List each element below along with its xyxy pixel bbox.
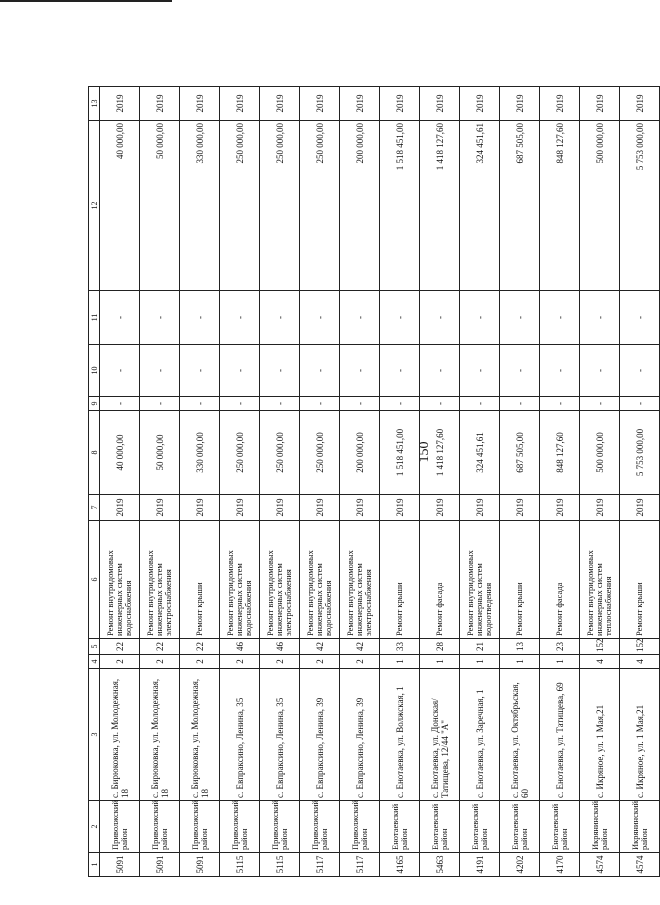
table-cell: - — [580, 397, 620, 411]
table-cell: 330 000,00 — [180, 121, 220, 291]
table-cell: с. Енотаевка, ул. Волжская, 1 — [380, 669, 420, 801]
table-cell: Ремонт внутридомовых инженерных систем водоснабжения — [100, 521, 140, 639]
table-cell: 4191 — [460, 853, 500, 877]
table-cell: Приволжский район — [300, 801, 340, 853]
table-cell: Ремонт внутридомовых инженерных систем водоснабжения — [300, 521, 340, 639]
header-cell: 1 — [89, 853, 100, 877]
table-cell: - — [140, 291, 180, 345]
table-cell: 4574 — [620, 853, 660, 877]
table-cell: 2019 — [100, 87, 140, 121]
header-cell: 3 — [89, 669, 100, 801]
header-cell: 4 — [89, 655, 100, 669]
table-cell: - — [260, 345, 300, 397]
table-cell: с. Евпраксино, Ленина, 39 — [340, 669, 380, 801]
table-cell: - — [140, 345, 180, 397]
table-cell: 5117 — [340, 853, 380, 877]
table-row — [380, 87, 420, 877]
table-cell: 4574 — [580, 853, 620, 877]
table-cell: 1 — [460, 655, 500, 669]
header-cell: 6 — [89, 521, 100, 639]
table-row — [460, 87, 500, 877]
page-number: 150 — [417, 441, 432, 463]
table-row — [180, 87, 220, 877]
table-cell: - — [100, 345, 140, 397]
table-row — [580, 87, 620, 877]
top-rule — [0, 0, 172, 2]
table-cell: - — [460, 291, 500, 345]
table-cell: с. Евпраксино, Ленина, 35 — [220, 669, 260, 801]
table-cell: - — [220, 345, 260, 397]
table-cell: - — [340, 345, 380, 397]
header-cell: 13 — [89, 87, 100, 121]
table-cell: Енотаевский район — [500, 801, 540, 853]
table-cell: Приволжский район — [100, 801, 140, 853]
table-cell: 4202 — [500, 853, 540, 877]
table-cell: 250 000,00 — [300, 411, 340, 495]
table-cell: 2019 — [100, 495, 140, 521]
table-cell: Ремонт крыши — [380, 521, 420, 639]
table-cell: Енотаевский район — [420, 801, 460, 853]
table-cell: Енотаевский район — [380, 801, 420, 853]
table-cell: - — [420, 397, 460, 411]
table-cell: Ремонт внутридомовых инженерных систем теплоснабжения — [580, 521, 620, 639]
table-cell: 2019 — [460, 87, 500, 121]
table-cell: 2019 — [140, 495, 180, 521]
table-cell: - — [620, 291, 660, 345]
table-cell: с. Енотаевка, ул. Заречная, 1 — [460, 669, 500, 801]
table-cell: 2019 — [500, 87, 540, 121]
table-cell: 2019 — [580, 87, 620, 121]
table-cell: 2019 — [140, 87, 180, 121]
table-cell: 2 — [100, 655, 140, 669]
table-cell: - — [180, 345, 220, 397]
table-cell: - — [380, 345, 420, 397]
table-cell: 5 753 000,00 — [620, 411, 660, 495]
table-cell: - — [140, 397, 180, 411]
table-cell: 2019 — [500, 495, 540, 521]
table-cell: 500 000,00 — [580, 121, 620, 291]
table-cell: - — [260, 397, 300, 411]
table-cell: 2019 — [380, 495, 420, 521]
table-cell: 2019 — [380, 87, 420, 121]
table-cell: 4 — [580, 655, 620, 669]
table-cell: с. Бирюковка, ул. Молодежная, 18 — [180, 669, 220, 801]
table-cell: - — [500, 345, 540, 397]
table-cell: Ремонт внутридомовых инженерных систем водоснабжения — [220, 521, 260, 639]
header-cell: 10 — [89, 345, 100, 397]
table-row — [540, 87, 580, 877]
table-cell: 22 — [180, 639, 220, 655]
table-cell: 848 127,60 — [540, 411, 580, 495]
table-cell: 2019 — [580, 495, 620, 521]
table-cell: Икрянинский район — [580, 801, 620, 853]
table-cell: 2019 — [180, 495, 220, 521]
table-cell: 2019 — [340, 87, 380, 121]
table-cell: - — [300, 397, 340, 411]
table-row — [220, 87, 260, 877]
table-cell: 2019 — [620, 87, 660, 121]
table-cell: - — [620, 397, 660, 411]
table-cell: 1 418 127,60 — [420, 121, 460, 291]
table-cell: - — [540, 345, 580, 397]
table-cell: 1 418 127,60 — [420, 411, 460, 495]
table-cell: - — [380, 397, 420, 411]
table-cell: 5 753 000,00 — [620, 121, 660, 291]
table-cell: 4170 — [540, 853, 580, 877]
table-cell: 2 — [180, 655, 220, 669]
table-cell: - — [620, 345, 660, 397]
table-cell: 40 000,00 — [100, 411, 140, 495]
table-cell: 2019 — [340, 495, 380, 521]
table-cell: Приволжский район — [260, 801, 300, 853]
table-cell: 33 — [380, 639, 420, 655]
table-cell: - — [260, 291, 300, 345]
table-cell: 5091 — [140, 853, 180, 877]
table-cell: 2 — [140, 655, 180, 669]
table-cell: Ремонт фасада — [420, 521, 460, 639]
table-row — [260, 87, 300, 877]
table-cell: 2019 — [460, 495, 500, 521]
table-cell: 1 — [540, 655, 580, 669]
table-cell: - — [580, 291, 620, 345]
table-cell: 50 000,00 — [140, 121, 180, 291]
table-cell: 1 518 451,00 — [380, 121, 420, 291]
table-cell: 4 — [620, 655, 660, 669]
table-cell: 250 000,00 — [220, 411, 260, 495]
table-cell: 330 000,00 — [180, 411, 220, 495]
table-cell: 1 — [420, 655, 460, 669]
table-cell: 40 000,00 — [100, 121, 140, 291]
table-cell: 1 518 451,00 — [380, 411, 420, 495]
table-cell: - — [500, 397, 540, 411]
table-cell: 2019 — [420, 87, 460, 121]
table-cell: - — [580, 345, 620, 397]
table-cell: - — [340, 291, 380, 345]
table-cell: 2019 — [300, 495, 340, 521]
table-cell: 5117 — [300, 853, 340, 877]
table-cell: - — [300, 345, 340, 397]
table-cell: 500 000,00 — [580, 411, 620, 495]
table-cell: 2019 — [180, 87, 220, 121]
table-cell: 5091 — [100, 853, 140, 877]
table-cell: Ремонт внутридомовых инженерных систем электроснабжения — [340, 521, 380, 639]
table-cell: 50 000,00 — [140, 411, 180, 495]
table-cell: 1 — [500, 655, 540, 669]
table-cell: 13 — [500, 639, 540, 655]
table-cell: 5115 — [260, 853, 300, 877]
table-cell: с. Енотаевка, ул. Октябрьская, 60 — [500, 669, 540, 801]
table-cell: 23 — [540, 639, 580, 655]
table-cell: Ремонт крыши — [180, 521, 220, 639]
table-cell: 200 000,00 — [340, 411, 380, 495]
table-cell: 250 000,00 — [300, 121, 340, 291]
table-cell: - — [380, 291, 420, 345]
table-cell: - — [420, 291, 460, 345]
table-cell: 848 127,60 — [540, 121, 580, 291]
table-row — [100, 87, 140, 877]
table-cell: с. Евпраксино, Ленина, 39 — [300, 669, 340, 801]
table-cell: 250 000,00 — [220, 121, 260, 291]
table-cell: с. Евпраксино, Ленина, 35 — [260, 669, 300, 801]
table-cell: 42 — [300, 639, 340, 655]
header-cell: 11 — [89, 291, 100, 345]
table-cell: Икрянинский район — [620, 801, 660, 853]
table-cell: Приволжский район — [140, 801, 180, 853]
table-cell: 5115 — [220, 853, 260, 877]
table-row — [340, 87, 380, 877]
table-cell: Приволжский район — [340, 801, 380, 853]
table-cell: 2019 — [220, 87, 260, 121]
table-cell: 2019 — [220, 495, 260, 521]
table-cell: 22 — [100, 639, 140, 655]
table-row — [420, 87, 460, 877]
table-cell: 22 — [140, 639, 180, 655]
table-cell: Енотаевский район — [460, 801, 500, 853]
table-cell: - — [540, 291, 580, 345]
table-cell: 2019 — [260, 87, 300, 121]
table-cell: 2 — [220, 655, 260, 669]
table-row — [620, 87, 660, 877]
table-cell: 46 — [220, 639, 260, 655]
table-row — [140, 87, 180, 877]
table-cell: 324 451,61 — [460, 121, 500, 291]
table-cell: 2019 — [260, 495, 300, 521]
header-cell: 7 — [89, 495, 100, 521]
header-cell: 8 — [89, 411, 100, 495]
table-cell: 152 — [620, 639, 660, 655]
table-cell: с. Икряное, ул. 1 Мая,21 — [620, 669, 660, 801]
table-cell: 2 — [300, 655, 340, 669]
table-cell: 324 451,61 — [460, 411, 500, 495]
table-cell: 42 — [340, 639, 380, 655]
table-cell: 687 505,00 — [500, 121, 540, 291]
rotated-table-wrapper — [88, 87, 649, 877]
table-cell: Енотаевский район — [540, 801, 580, 853]
table-cell: Ремонт крыши — [500, 521, 540, 639]
table-cell: - — [540, 397, 580, 411]
table-cell: 2019 — [540, 495, 580, 521]
table-cell: 2019 — [620, 495, 660, 521]
table-cell: 152 — [580, 639, 620, 655]
table-cell: с. Енотаевка, ул. Донская/Татищева, 12/44 "А" — [420, 669, 460, 801]
table-cell: - — [460, 397, 500, 411]
table-cell: Ремонт внутридомовых инженерных систем водоотведения — [460, 521, 500, 639]
table-cell: 2 — [260, 655, 300, 669]
table-cell: 4165 — [380, 853, 420, 877]
table-cell: Ремонт крыши — [620, 521, 660, 639]
table-cell: - — [100, 397, 140, 411]
table-cell: с. Бирюковка, ул. Молодежная, 18 — [100, 669, 140, 801]
table-cell: Ремонт внутридомовых инженерных систем электроснабжения — [260, 521, 300, 639]
header-cell: 12 — [89, 121, 100, 291]
table-cell: Приволжский район — [180, 801, 220, 853]
works-table — [88, 86, 660, 877]
table-cell: 250 000,00 — [260, 121, 300, 291]
table-cell: - — [180, 397, 220, 411]
table-cell: - — [100, 291, 140, 345]
table-cell: 2019 — [540, 87, 580, 121]
table-row — [500, 87, 540, 877]
table-cell: - — [220, 291, 260, 345]
table-cell: с. Икряное, ул. 1 Мая,21 — [580, 669, 620, 801]
table-cell: 5091 — [180, 853, 220, 877]
table-cell: - — [300, 291, 340, 345]
table-cell: - — [340, 397, 380, 411]
header-cell: 2 — [89, 801, 100, 853]
table-cell: 28 — [420, 639, 460, 655]
table-cell: 21 — [460, 639, 500, 655]
header-row — [89, 87, 100, 877]
table-cell: 46 — [260, 639, 300, 655]
table-cell: 2019 — [420, 495, 460, 521]
table-cell: Ремонт внутридомовых инженерных систем электроснабжения — [140, 521, 180, 639]
table-cell: Ремонт фасада — [540, 521, 580, 639]
table-cell: - — [420, 345, 460, 397]
table-row — [300, 87, 340, 877]
table-cell: 5463 — [420, 853, 460, 877]
table-cell: 687 505,00 — [500, 411, 540, 495]
table-cell: 200 000,00 — [340, 121, 380, 291]
table-cell: с. Енотаевка, ул. Татищева, 69 — [540, 669, 580, 801]
header-cell: 9 — [89, 397, 100, 411]
table-cell: - — [180, 291, 220, 345]
table-cell: 2 — [340, 655, 380, 669]
table-cell: Приволжский район — [220, 801, 260, 853]
table-cell: - — [220, 397, 260, 411]
table-cell: 2019 — [300, 87, 340, 121]
table-cell: 250 000,00 — [260, 411, 300, 495]
table-cell: - — [500, 291, 540, 345]
table-cell: - — [460, 345, 500, 397]
table-cell: с. Бирюковка, ул. Молодежная, 18 — [140, 669, 180, 801]
header-cell: 5 — [89, 639, 100, 655]
table-cell: 1 — [380, 655, 420, 669]
